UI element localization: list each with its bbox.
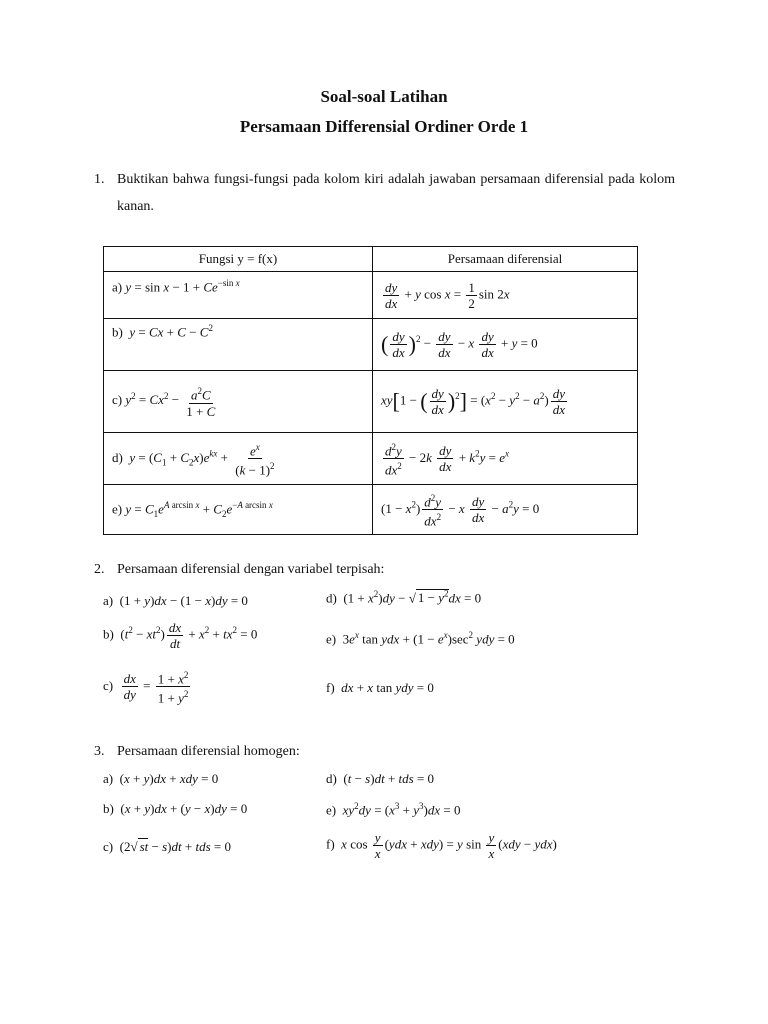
function-d: d) $y = (C_1 + C_2x)e^{kx}$ + $\frac{e^x}{(k - 1)^2}$	[104, 433, 373, 485]
q3-equation-c: c) (2√ st − s)dt + tds = 0	[103, 839, 231, 854]
q3-equation-e: e) $xy^2dy = (x^3 + y^3)dx = 0$	[326, 801, 461, 818]
question-1-text: Buktikan bahwa fungsi-fungsi pada kolom kiri adalah jawaban persamaan diferensial pada kolom kanan.	[117, 172, 675, 214]
document-title: Soal-soal Latihan	[320, 87, 448, 106]
table-row	[104, 272, 638, 319]
question-3-number: 3.	[94, 744, 105, 759]
equation-d: $\frac{d^2y}{dx^2}$ − 2k $\frac{dy}{dx}$ + $k^2y = e^x$	[373, 433, 638, 485]
equation-e: $(1 - x^2)$ $\frac{d^2y}{dx^2}$ − x $\frac{dy}{dx}$ − $a^2y = 0$	[373, 485, 638, 535]
table-row	[104, 319, 638, 371]
table-header-function: Fungsi y = f(x)	[104, 247, 373, 272]
q2-equation-b: b) $(t^2 - xt^2)$ $\frac{dx}{dt}$ + $x^2 + tx^2 = 0$	[103, 620, 258, 651]
q3-equation-f: f) x cos $\frac{y}{x}$ (ydx + xdy) = y sin $\frac{y}{x}$ (xdy − ydx)	[326, 830, 557, 861]
question-3-text: Persamaan diferensial homogen:	[117, 744, 300, 759]
equation-c: xy[1 − ( $\frac{dy}{dx}$ )$^2] = (x^2 - y^2 - a^2)$ $\frac{dy}{dx}$	[373, 371, 638, 433]
function-a: a) $y = \sin x - 1 + Ce^{-sin x}$	[104, 272, 373, 319]
q3-equation-d: d) (t − s)dt + tds = 0	[326, 771, 435, 786]
q2-equation-d: d) $(1 + x^2)dy$ − √ $1 - y^2dx = 0$	[326, 589, 482, 606]
table-row	[104, 485, 638, 535]
function-e: e) $y = C_1e^{A arcsin x} + C_2e^{-A arcsin x}$	[104, 485, 373, 535]
table-header-row	[104, 247, 638, 272]
ode-table	[103, 246, 638, 535]
question-2-number: 2.	[94, 562, 105, 577]
q2-equation-a: a) (1 + y)dx − (1 − x)dy = 0	[103, 593, 248, 608]
document-subtitle: Persamaan Differensial Ordiner Orde 1	[239, 117, 529, 136]
q3-equation-a: a) (x + y)dx + xdy = 0	[103, 771, 219, 786]
table-row	[104, 433, 638, 485]
function-c: c) $y^2 = Cx^2$ − $\frac{a^2C}{1 + C}$	[104, 371, 373, 433]
table-header-equation: Persamaan diferensial	[373, 247, 638, 272]
q2-equation-c: c) $\frac{dx}{dy}$ = $\frac{1 + x^2}{1 + y^2}$	[103, 670, 189, 706]
function-b: b) $y = Cx + C - C^2$	[104, 319, 373, 371]
q2-equation-f: f) dx + x tan ydy = 0	[326, 680, 434, 695]
q2-equation-e: e) $3e^x$ tan ydx + $(1 - e^x)\sec^2$ ydy = 0	[326, 630, 515, 647]
equation-b: ( $\frac{dy}{dx}$ )$^2$ − $\frac{dy}{dx}$ − x $\frac{dy}{dx}$ + y = 0	[373, 319, 638, 371]
equation-a: $\frac{dy}{dx}$ + y cos x = $\frac{1}{2}$ sin 2x	[373, 272, 638, 319]
question-1-number: 1.	[94, 172, 105, 187]
table-row	[104, 371, 638, 433]
question-2-text: Persamaan diferensial dengan variabel terpisah:	[117, 562, 385, 577]
q3-equation-b: b) (x + y)dx + (y − x)dy = 0	[103, 801, 248, 816]
